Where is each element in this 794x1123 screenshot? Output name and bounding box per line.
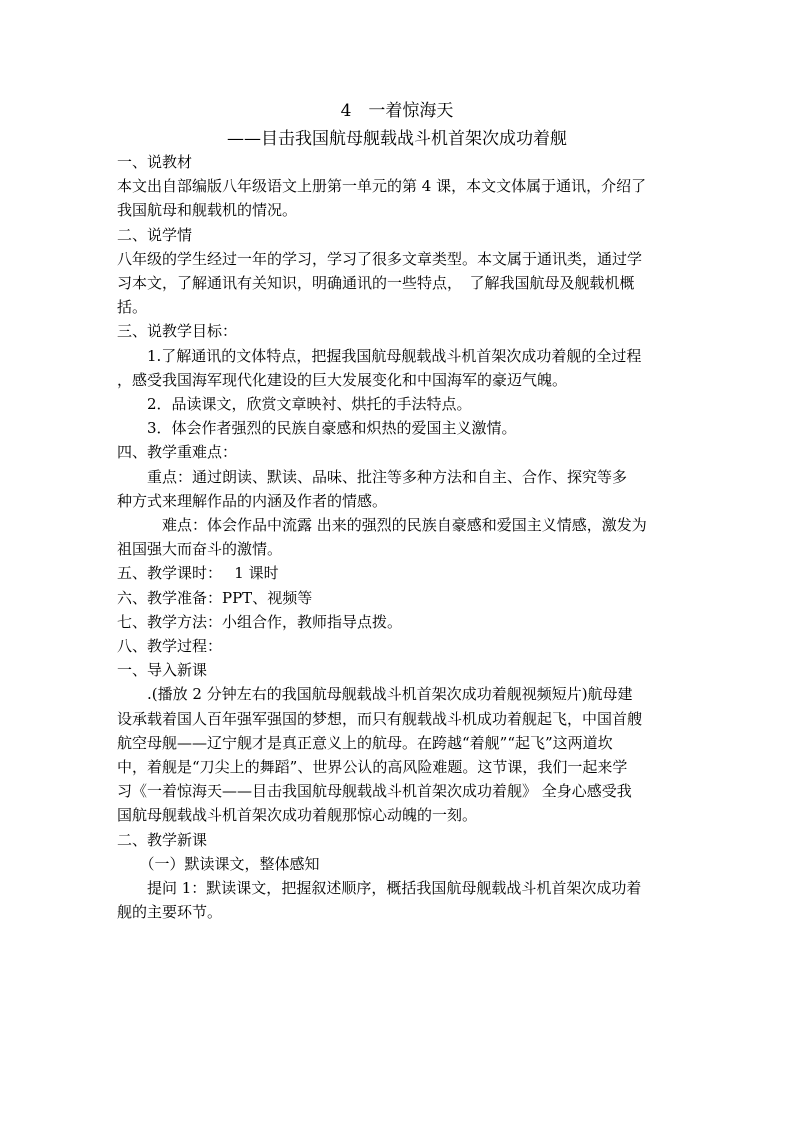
- text-line: 舰的主要环节。: [117, 903, 223, 921]
- text-line: 三、说教学目标：: [117, 322, 238, 340]
- text-line: 种方式来理解作品的内涵及作者的情感。: [117, 492, 388, 510]
- text-line: 设承载着国人百年强军强国的梦想，而只有舰载战斗机成功着舰起飞，中国首艘: [117, 710, 643, 728]
- text-line: 一、说教材: [117, 153, 193, 171]
- text-line: 一、导入新课: [117, 661, 208, 679]
- text-line: 括。: [117, 298, 148, 316]
- text-line: 习《一着惊海天——目击我国航母舰载战斗机首架次成功着舰》 全身心感受我: [117, 782, 632, 800]
- text-line: 1.了解通讯的文体特点，把握我国航母舰载战斗机首架次成功着舰的全过程: [117, 347, 642, 365]
- text-line: .(播放 2 分钟左右的我国航母舰载战斗机首架次成功着舰视频短片)航母建: [117, 685, 633, 703]
- text-line: 四、教学重难点：: [117, 443, 238, 461]
- text-line: 2．品读课文，欣赏文章映衬、烘托的手法特点。: [117, 395, 472, 413]
- text-line: 重点：通过朗读、默读、品味、批注等多种方法和自主、合作、探究等多: [117, 468, 628, 486]
- text-line: 提问 1：默读课文，把握叙述顺序，概括我国航母舰载战斗机首架次成功着: [117, 879, 642, 897]
- text-line: 二、说学情: [117, 226, 193, 244]
- text-line: ，感受我国海军现代化建设的巨大发展变化和中国海军的豪迈气魄。: [117, 371, 568, 389]
- text-line: 我国航母和舰载机的情况。: [117, 201, 298, 219]
- text-line: 本文出自部编版八年级语文上册第一单元的第 4 课，本文文体属于通讯，介绍了: [117, 177, 647, 195]
- document-subtitle: ——目击我国航母舰载战斗机首架次成功着舰: [227, 129, 567, 149]
- text-line: 五、教学课时： 1 课时: [117, 564, 279, 582]
- document-title: 4 一着惊海天: [340, 101, 454, 121]
- text-line: 航空母舰——辽宁舰才是真正意义上的航母。在跨越“着舰”“起飞”这两道坎: [117, 734, 613, 752]
- text-line: 二、教学新课: [117, 831, 208, 849]
- text-line: 七、教学方法：小组合作，教师指导点拨。: [117, 613, 403, 631]
- text-line: 国航母舰载战斗机首架次成功着舰那惊心动魄的一刻。: [117, 806, 478, 824]
- text-line: 中，着舰是“刀尖上的舞蹈”、世界公认的高风险难题。这节课，我们一起来学: [117, 758, 628, 776]
- text-line: 难点：体会作品中流露 出来的强烈的民族自豪感和爱国主义情感，激发为: [117, 516, 647, 534]
- text-line: 八年级的学生经过一年的学习，学习了很多文章类型。本文属于通讯类，通过学: [117, 250, 643, 268]
- text-line: 3．体会作者强烈的民族自豪感和炽热的爱国主义激情。: [117, 419, 517, 437]
- text-line: 习本文，了解通讯有关知识，明确通讯的一些特点， 了解我国航母及舰载机概: [117, 274, 635, 292]
- text-line: 祖国强大而奋斗的激情。: [117, 540, 283, 558]
- text-line: 六、教学准备：PPT、视频等: [117, 589, 313, 607]
- text-line: 八、教学过程：: [117, 637, 223, 655]
- text-line: （一）默读课文，整体感知: [117, 855, 320, 873]
